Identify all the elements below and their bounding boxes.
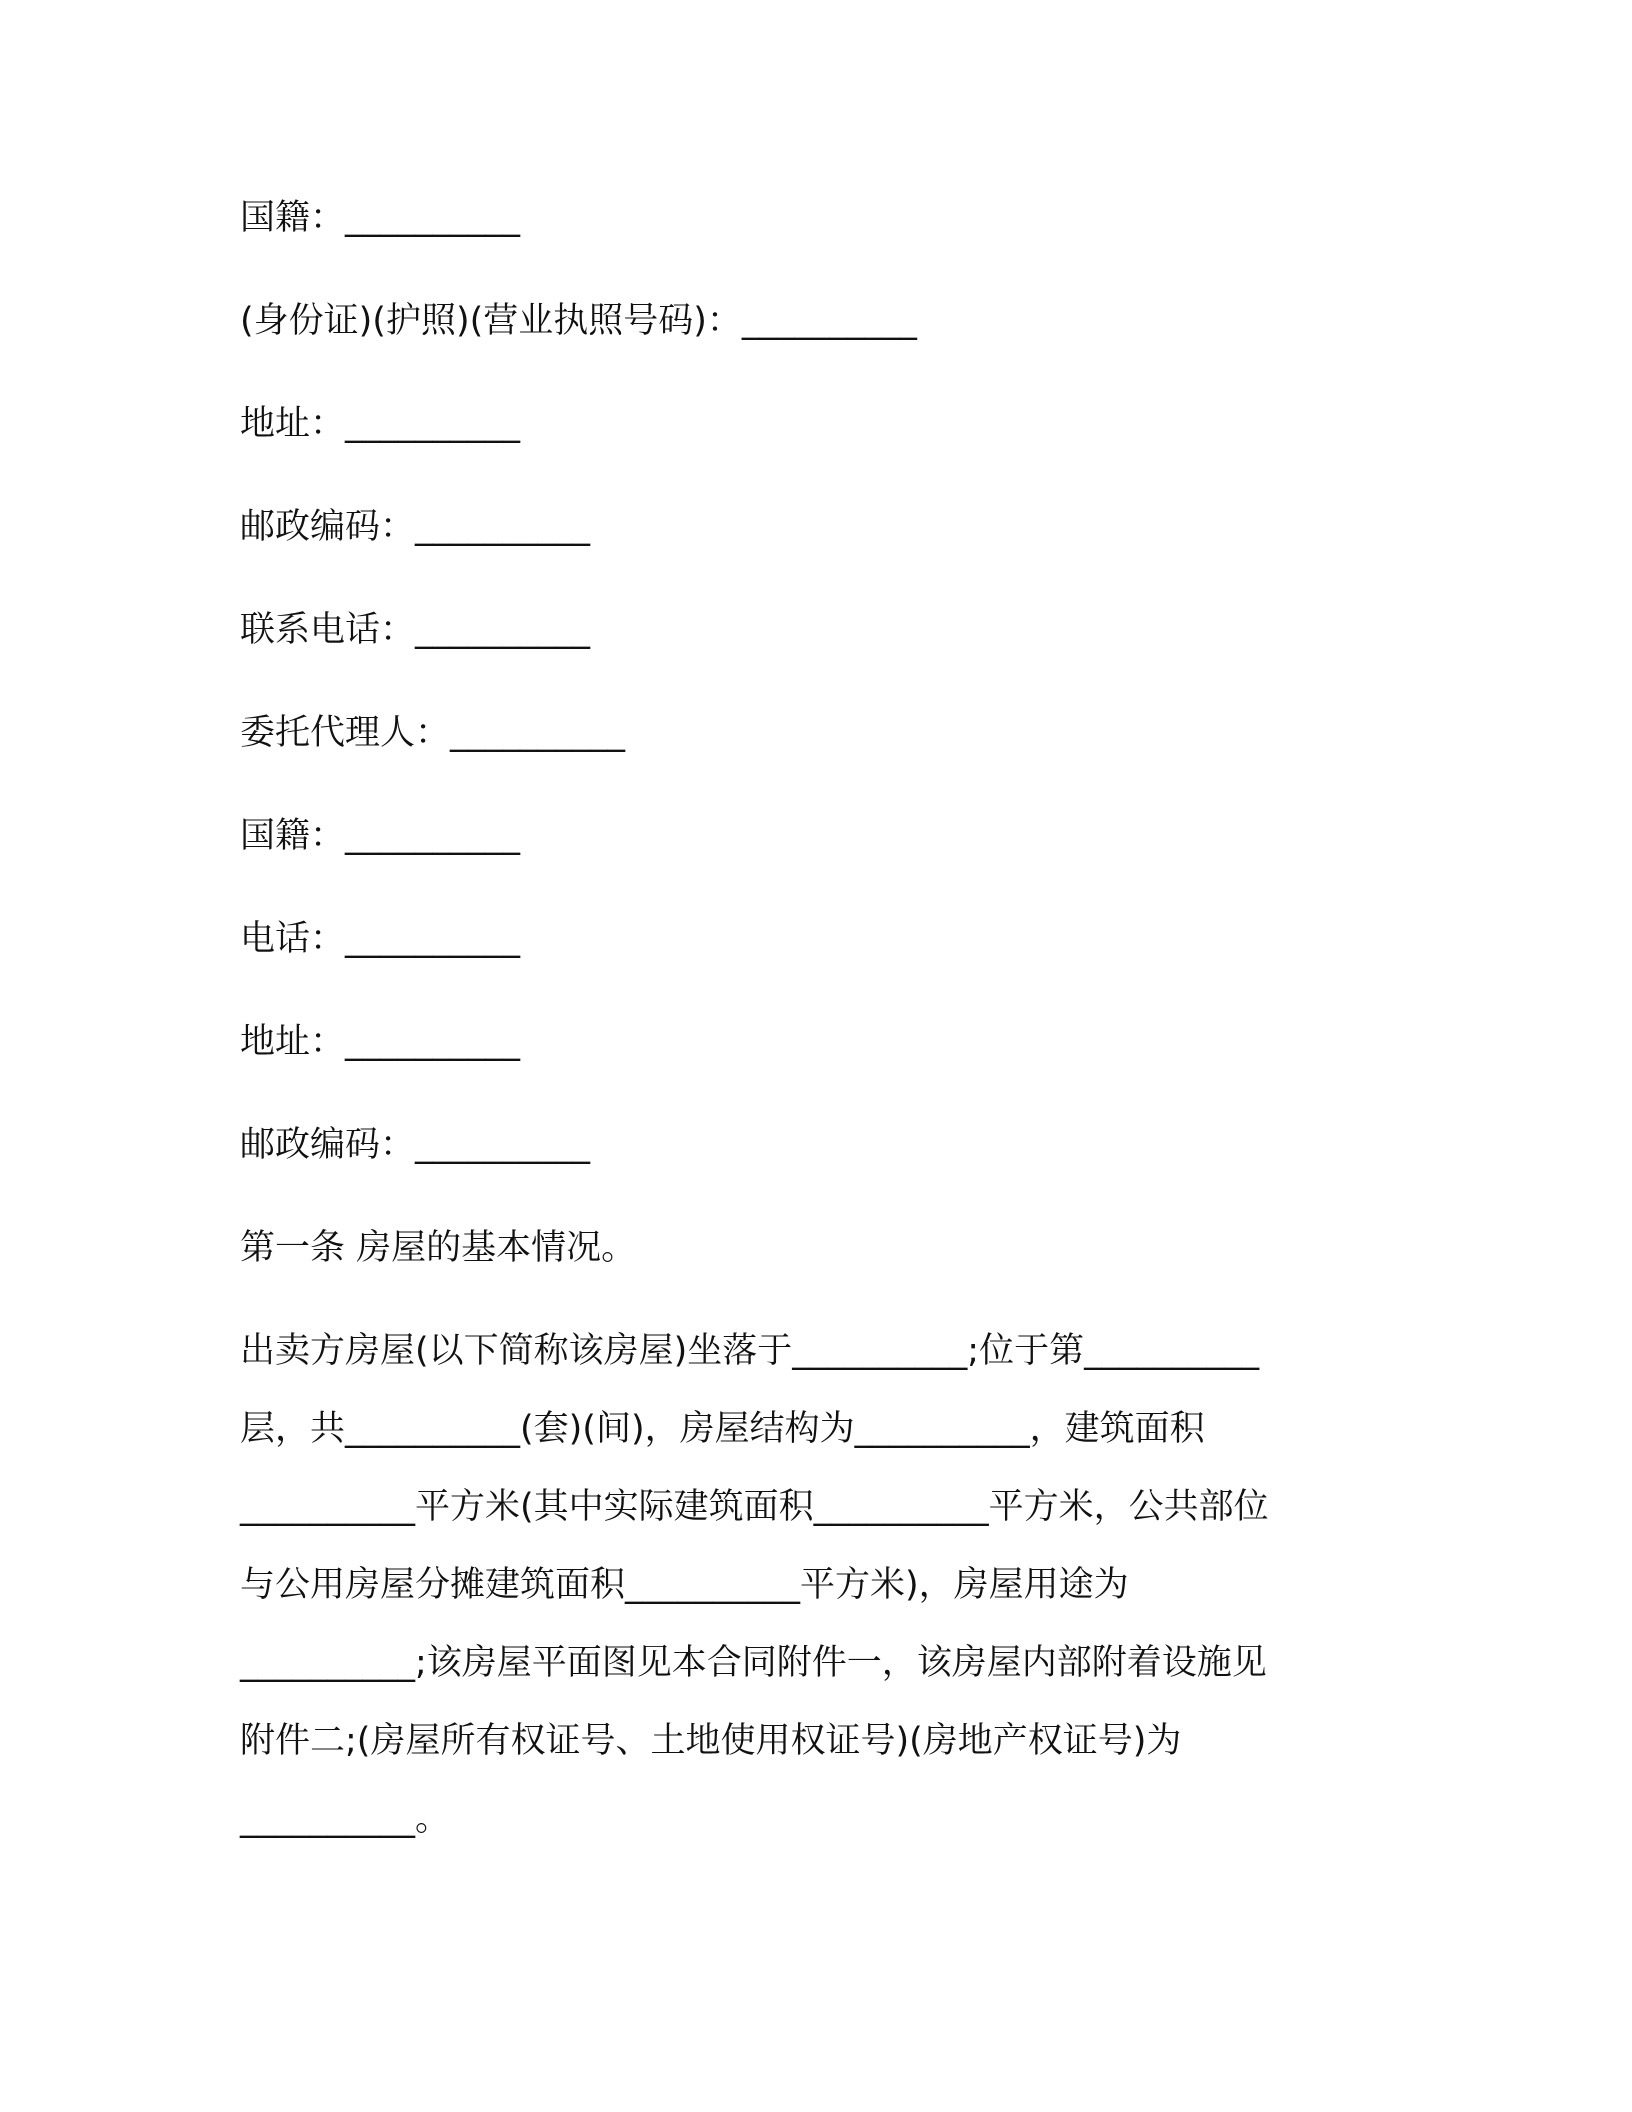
article-line: __________;该房屋平面图见本合同附件一，该房屋内部附着设施见	[240, 1643, 1267, 1683]
field-id-number: (身份证)(护照)(营业执照号码)：__________	[240, 301, 917, 341]
field-postal-code: 邮政编码：__________	[240, 507, 591, 547]
field-nationality: 国籍：__________	[240, 198, 521, 238]
article-heading: 第一条 房屋的基本情况。	[240, 1228, 637, 1268]
article-line: 出卖方房屋(以下简称该房屋)坐落于__________;位于第__________	[240, 1331, 1260, 1371]
field-agent: 委托代理人：__________	[240, 713, 626, 753]
article-body	[240, 1312, 1390, 1858]
field-phone: 联系电话：__________	[240, 610, 591, 650]
field-agent-address: 地址：__________	[240, 1022, 521, 1062]
field-address: 地址：__________	[240, 404, 521, 444]
field-agent-nationality: 国籍：__________	[240, 816, 521, 856]
article-line: __________。	[240, 1799, 451, 1839]
article-line: 与公用房屋分摊建筑面积__________平方米)，房屋用途为	[240, 1565, 1129, 1605]
article-line: 附件二;(房屋所有权证号、土地使用权证号)(房地产权证号)为	[240, 1721, 1182, 1761]
article-line: __________平方米(其中实际建筑面积__________平方米，公共部位	[240, 1487, 1269, 1527]
field-agent-phone: 电话：__________	[240, 919, 521, 959]
article-line: 层，共__________(套)(间)，房屋结构为__________，建筑面积	[240, 1409, 1205, 1449]
field-agent-postal-code: 邮政编码：__________	[240, 1125, 591, 1165]
